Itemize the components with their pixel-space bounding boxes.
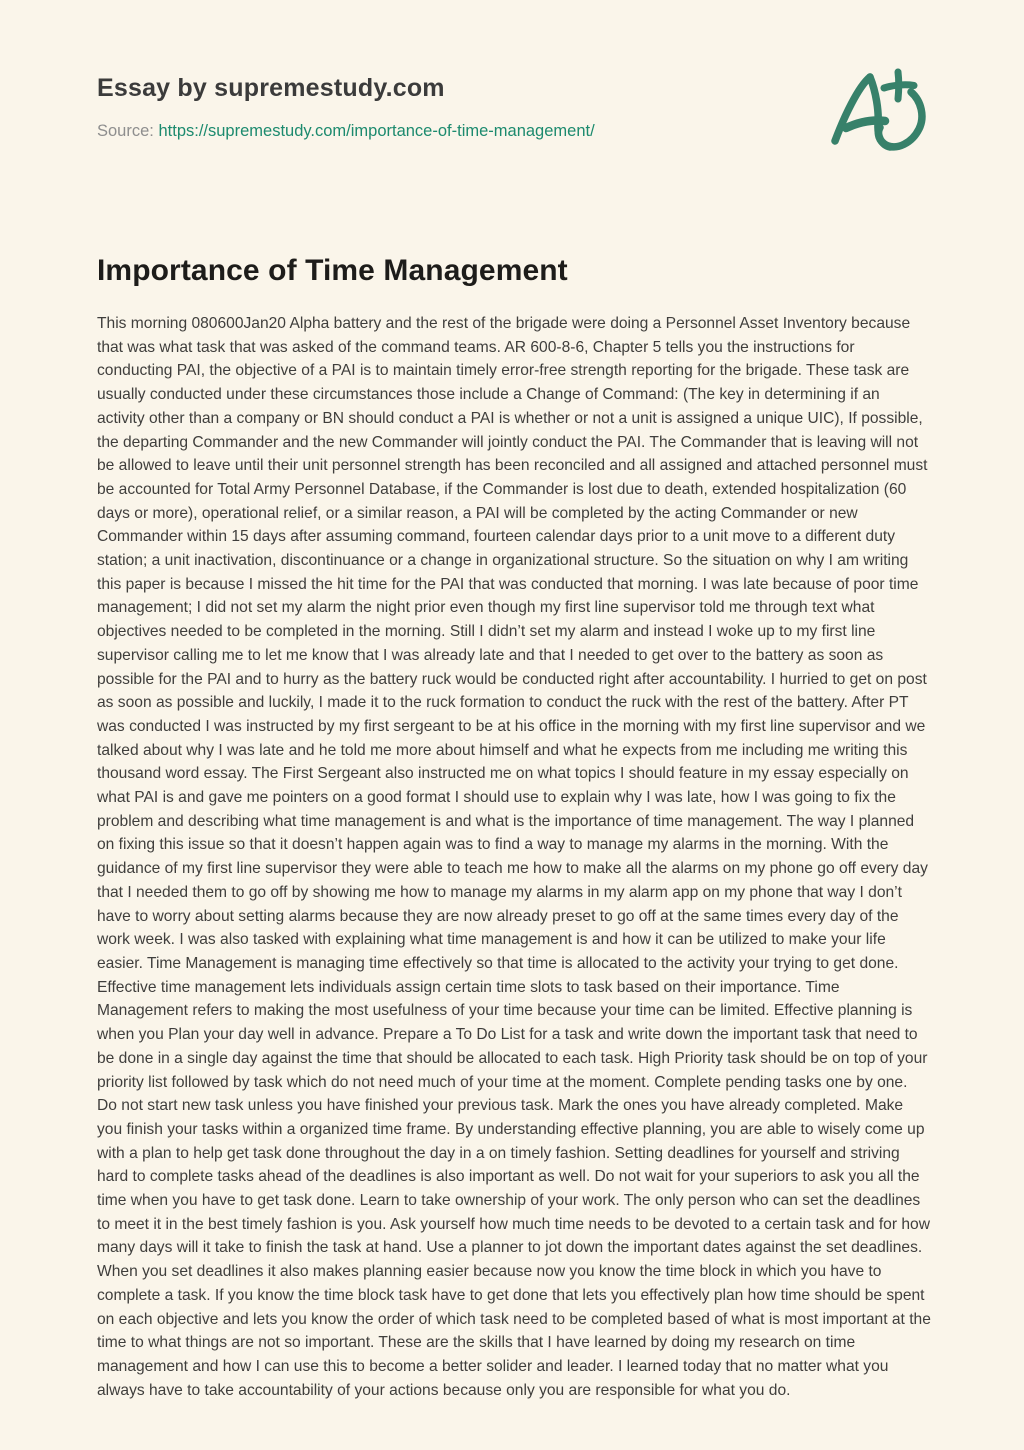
a-plus-logo-icon	[828, 60, 928, 162]
source-line	[97, 122, 595, 141]
source-label: Source:	[97, 122, 154, 140]
essay-body-text: This morning 080600Jan20 Alpha battery and the rest of the brigade were doing a Personnel Asset Inventory because that was what task that was asked of the command teams. AR 600-8-6, Chapter 5 tells you the instructions for conducting PAI, the objective of a PAI is to maintain timely error-free strength reporting for the brigade. These task are usually conducted under these circumstances those include a Change of Command: (The key in determining if an activity other than a company or BN should conduct a PAI is whether or not a unit is assigned a unique UIC), If possible, the departing Commander and the new Commander will jointly conduct the PAI. The Commander that is leaving will not be allowed to leave until their unit personnel strength has been reconciled and all assigned and attached personnel must be accounted for Total Army Personnel Database, if the Commander is lost due to death, extended hospitalization (60 days or more), operational relief, or a similar reason, a PAI will be completed by the acting Commander or new Commander within 15 days after assuming command, fourteen calendar days prior to a unit move to a different duty station; a unit inactivation, discontinuance or a change in organizational structure. So the situation on why I am writing this paper is because I missed the hit time for the PAI that was conducted that morning. I was late because of poor time management; I did not set my alarm the night prior even though my first line supervisor told me through text what objectives needed to be completed in the morning. Still I didn’t set my alarm and instead I woke up to my first line supervisor calling me to let me know that I was already late and that I needed to get over to the battery as soon as possible for the PAI and to hurry as the battery ruck would be conducted right after accountability. I hurried to get on post as soon as possible and luckily, I made it to the ruck formation to conduct the ruck with the rest of the battery. After PT was conducted I was instructed by my first sergeant to be at his office in the morning with my first line supervisor and we talked about why I was late and he told me more about himself and what he expects from me including me writing this thousand word essay. The First Sergeant also instructed me on what topics I should feature in my essay especially on what PAI is and gave me pointers on a good format I should use to explain why I was late, how I was going to fix the problem and describing what time management is and what is the importance of time management. The way I planned on fixing this issue so that it doesn’t happen again was to find a way to manage my alarms in the morning. With the guidance of my first line supervisor they were able to teach me how to make all the alarms on my phone go off every day that I needed them to go off by showing me how to manage my alarms in my alarm app on my phone that way I don’t have to worry about setting alarms because they are now already preset to go off at the same times every day of the work week. I was also tasked with explaining what time management is and how it can be utilized to make your life easier. Time Management is managing time effectively so that time is allocated to the activity your trying to get done. Effective time management lets individuals assign certain time slots to task based on their importance. Time Management refers to making the most usefulness of your time because your time can be limited. Effective planning is when you Plan your day well in advance. Prepare a To Do List for a task and write down the important task that need to be done in a single day against the time that should be allocated to each task. High Priority task should be on top of your priority list followed by task which do not need much of your time at the moment. Complete pending tasks one by one. Do not start new task unless you have finished your previous task. Mark the ones you have already completed. Make you finish your tasks within a organized time frame. By understanding effective planning, you are able to wisely come up with a plan to help get task done throughout the day in a on timely fashion. Setting deadlines for yourself and striving hard to complete tasks ahead of the deadlines is also important as well. Do not wait for your superiors to ask you all the time when you have to get task done. Learn to take ownership of your work. The only person who can set the deadlines to meet it in the best timely fashion is you. Ask yourself how much time needs to be devoted to a certain task and for how many days will it take to finish the task at hand. Use a planner to jot down the important dates against the set deadlines. When you set deadlines it also makes planning easier because now you know the time block in which you have to complete a task. If you know the time block task have to get done that lets you effectively plan how time should be spent on each objective and lets you know the order of which task need to be completed based of what is most important at the time to what things are not so important. These are the skills that I have learned by doing my research on time management and how I can use this to become a better solider and leader. I learned today that no matter what you always have to take accountability of your actions because only you are responsible for what you do.	[97, 315, 931, 1399]
site-title: Essay by supremestudy.com	[97, 74, 445, 102]
essay-title: Importance of Time Management	[97, 254, 568, 287]
source-url-link[interactable]: https://supremestudy.com/importance-of-time-management/	[158, 122, 595, 140]
